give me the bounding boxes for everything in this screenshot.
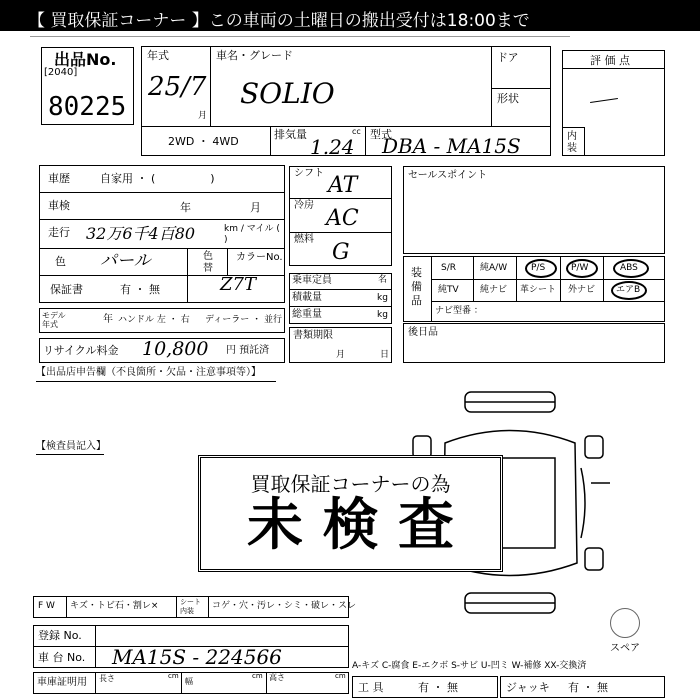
divider: [36, 454, 104, 455]
equip-ext-nav: 外ナビ: [568, 285, 596, 295]
color-no-value: Z7T: [220, 274, 256, 295]
fuel-label: 燃料: [294, 234, 314, 245]
divider: [66, 596, 67, 618]
inspector-label: 【検査員記入】: [36, 441, 106, 452]
damage-legend: A-キズ C-腐食 E-エクボ S-サビ U-凹ミ W-補修 XX-交換済: [352, 661, 587, 671]
fw-label: F W: [38, 601, 55, 611]
doc-period-label: 書類期限: [293, 330, 333, 341]
recycle-value: 10,800: [142, 338, 209, 360]
divider: [603, 256, 604, 301]
interior-label: 内装: [567, 131, 577, 154]
divider: [289, 198, 392, 199]
divider: [560, 256, 561, 301]
spare-tire-icon: [610, 608, 640, 638]
divider: [289, 306, 392, 307]
recycle-unit: 円 預託済: [226, 345, 270, 356]
doc-period-month: 月: [336, 350, 346, 360]
stamp-box: [198, 455, 503, 572]
lot-number: 80225: [48, 92, 127, 122]
year-label: 年式: [147, 49, 169, 62]
color-label: 色: [55, 255, 66, 268]
divider: [176, 596, 177, 618]
ac-label: 冷房: [294, 200, 314, 211]
divider: [227, 248, 228, 275]
load-label: 積載量: [292, 292, 322, 303]
divider: [562, 127, 584, 128]
tools-label: 工 具: [358, 681, 384, 694]
sales-point-label: セールスポイント: [408, 170, 488, 181]
cert-length-cm: cm: [168, 672, 179, 680]
equip-airbag: エアB: [616, 285, 641, 295]
divider: [266, 672, 267, 694]
capacity-label: 乗車定員: [292, 275, 332, 286]
registration-label: 登録 No.: [38, 629, 82, 642]
sheet-label: シート内装: [180, 598, 201, 615]
divider: [30, 36, 570, 37]
header-banner: [0, 0, 700, 31]
cert-height-cm: cm: [335, 672, 346, 680]
warranty-label: 保証書: [50, 283, 83, 296]
sheet-text: コゲ・穴・汚レ・シミ・破レ・スレ: [212, 601, 357, 611]
inspection-year: 年: [180, 201, 191, 214]
divider: [39, 192, 285, 193]
divider: [95, 625, 96, 668]
equip-leather: 革シート: [520, 285, 557, 295]
load-unit: kg: [377, 293, 388, 303]
spare-label: スペア: [610, 643, 640, 654]
fuel-value: G: [332, 240, 350, 265]
divider: [289, 289, 392, 290]
model-value: DBA - MA15S: [382, 134, 521, 158]
equip-tv: 純TV: [438, 285, 459, 295]
door-label: ドア: [497, 51, 519, 64]
post-items-box: [403, 323, 665, 363]
banner-text: 【 買取保証コーナー 】この車両の土曜日の搬出受付は18:00まで: [28, 11, 530, 31]
garage-cert-label: 車庫証明用: [37, 677, 87, 688]
divider: [39, 219, 285, 220]
equip-nav: 純ナビ: [480, 285, 508, 295]
inspection-month: 月: [250, 201, 261, 214]
mileage-unit: km / マイル ( ): [224, 224, 280, 245]
divider: [181, 672, 182, 694]
lot-label: 出品No.: [54, 50, 117, 69]
handle-option: ハンドル 左 ・ 右: [118, 315, 190, 325]
ps-circle: [525, 259, 557, 278]
score-label: 評 価 点: [590, 54, 630, 67]
divider: [95, 672, 96, 694]
airbag-circle: [611, 281, 647, 300]
divider: [562, 68, 665, 69]
cert-width: 幅: [185, 677, 193, 686]
mileage-value: 32万6千4百80: [86, 224, 196, 243]
jack-value: 有 ・ 無: [568, 681, 608, 694]
history-label: 車歴: [48, 172, 70, 185]
equip-sr: S/R: [441, 263, 456, 273]
lot-box: [41, 47, 134, 125]
car-name-value: SOLIO: [240, 77, 335, 110]
divider: [491, 46, 492, 127]
shape-label: 形状: [497, 92, 519, 105]
color-no-label: カラーNo.: [236, 252, 283, 263]
divider: [431, 279, 665, 280]
color-value: パール: [100, 251, 151, 271]
post-items-label: 後日品: [408, 327, 438, 338]
divider: [365, 126, 366, 156]
history-value: 自家用 ・ ( ): [100, 172, 215, 185]
weight-unit: kg: [377, 310, 388, 320]
chassis-value: MA15S - 224566: [112, 645, 282, 669]
shift-value: AT: [328, 173, 358, 198]
color-swap-label: 色替: [203, 251, 213, 274]
cert-length: 長さ: [99, 674, 115, 683]
drive-type: 2WD ・ 4WD: [168, 135, 239, 148]
equipment-label: 装備品: [411, 266, 422, 307]
year-value: 25/7: [148, 72, 207, 102]
warranty-value: 有 ・ 無: [120, 283, 160, 296]
divider: [491, 88, 551, 89]
divider: [584, 127, 585, 156]
jack-label: ジャッキ: [506, 681, 550, 694]
divider: [210, 46, 211, 127]
equip-ps: P/S: [531, 263, 546, 273]
model-year-year: 年: [103, 314, 113, 325]
store-report-label: 【出品店申告欄（不良箇所・欠品・注意事項等）】: [36, 367, 261, 378]
car-name-label: 車名・グレード: [216, 49, 293, 62]
chassis-label: 車 台 No.: [38, 651, 86, 664]
divider: [187, 248, 188, 303]
divider: [431, 256, 432, 322]
divider: [289, 232, 392, 233]
pw-circle: [566, 259, 598, 278]
shift-label: シフト: [294, 168, 324, 179]
divider: [516, 256, 517, 301]
tools-value: 有 ・ 無: [418, 681, 458, 694]
stamp-line2: 未 検 査: [247, 493, 454, 558]
stamp-line1: 買取保証コーナーの為: [250, 472, 451, 496]
fw-text: キズ・トビ石・割レ×: [70, 601, 159, 611]
model-year-label: モデル年式: [42, 311, 66, 329]
inspection-label: 車検: [48, 199, 70, 212]
weight-label: 総重量: [292, 309, 322, 320]
displacement-label: 排気量: [274, 128, 307, 141]
doc-period-day: 日: [380, 350, 390, 360]
divider: [473, 256, 474, 301]
ac-value: AC: [326, 206, 359, 231]
capacity-unit: 名: [378, 275, 388, 285]
divider: [431, 301, 665, 302]
equip-alloy: 純A/W: [480, 263, 508, 273]
year-unit: 月: [198, 111, 208, 121]
recycle-label: リサイクル料金: [43, 344, 119, 357]
displacement-value: 1.24: [310, 135, 355, 159]
lot-code: [2040]: [44, 67, 78, 78]
nav-type-label: ナビ型番 ：: [435, 306, 483, 316]
cert-height: 高さ: [269, 673, 285, 682]
divider: [208, 596, 209, 618]
equip-abs: ABS: [620, 263, 638, 273]
dealer-option: ディーラー ・ 並行: [205, 315, 283, 325]
divider: [39, 248, 285, 249]
divider: [36, 381, 276, 382]
displacement-unit: cc: [352, 127, 361, 136]
equip-pw: P/W: [571, 263, 589, 273]
model-label: 型式: [370, 128, 392, 141]
cert-width-cm: cm: [252, 672, 263, 680]
mileage-label: 走行: [48, 226, 70, 239]
abs-circle: [613, 259, 649, 278]
divider: [270, 126, 271, 156]
